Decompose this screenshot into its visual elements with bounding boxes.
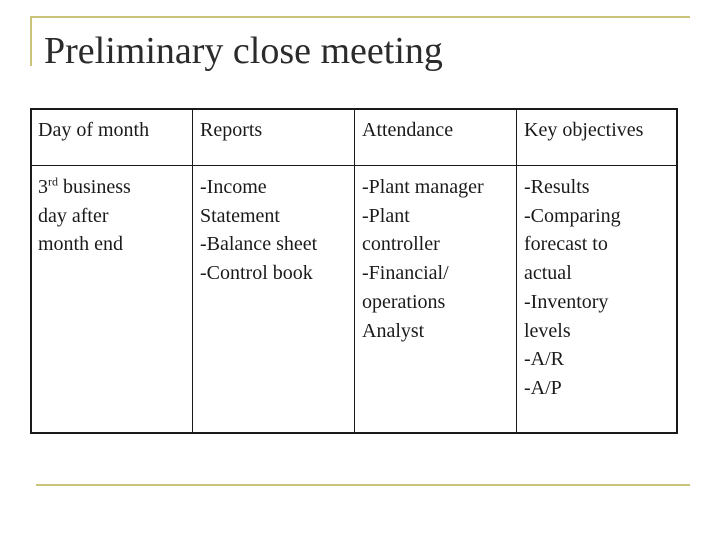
cell-key-objectives: -Results -Comparing forecast to actual -Inventory levels -A/R -A/P: [524, 176, 621, 399]
day-ordinal-suffix: rd: [48, 174, 58, 189]
header-divider: [32, 165, 676, 166]
column-divider: [516, 110, 517, 432]
header-reports: Reports: [200, 119, 263, 141]
frame-top-rule: [30, 16, 690, 18]
day-ordinal-number: 3: [38, 176, 48, 198]
cell-attendance: -Plant manager -Plant controller -Financial/ operations Analyst: [362, 176, 484, 342]
slide-title: Preliminary close meeting: [44, 30, 443, 72]
frame-bottom-rule: [36, 484, 690, 486]
meeting-table: [30, 108, 678, 434]
column-divider: [192, 110, 193, 432]
header-attendance: Attendance: [362, 119, 454, 141]
cell-reports: -Income Statement -Balance sheet -Control book: [200, 176, 318, 285]
header-key-objectives: Key objectives: [524, 119, 644, 141]
header-day-of-month: Day of month: [38, 119, 150, 141]
cell-day-of-month: [38, 173, 131, 259]
frame-left-rule: [30, 16, 32, 66]
column-divider: [354, 110, 355, 432]
day-description: business day after month end: [38, 176, 131, 256]
